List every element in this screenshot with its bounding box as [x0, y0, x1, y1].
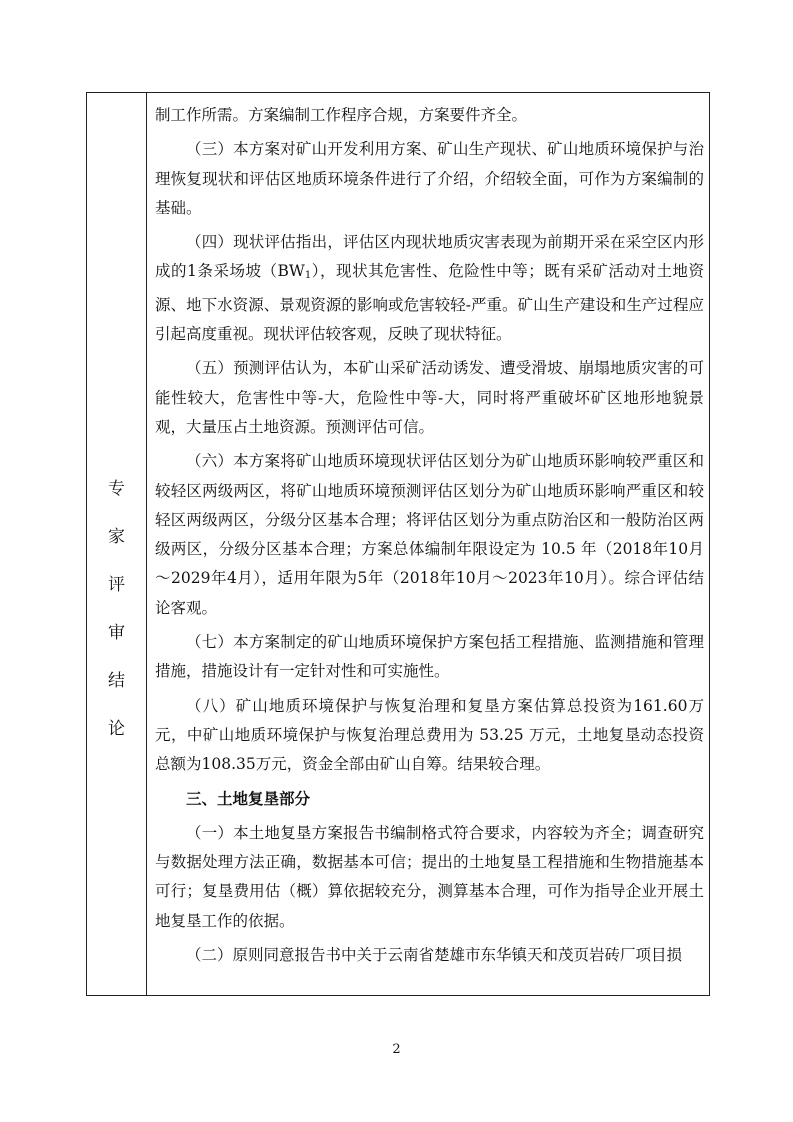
- review-table: [86, 92, 710, 996]
- subscript: 1: [304, 270, 312, 282]
- land-reclamation-paragraph-one: （一）本土地复垦方案报告书编制格式符合要求，内容较为齐全；调查研究与数据处理方法正确，数据基本可信；提出的土地复垦工程措施和生物措施基本可行；复垦费用估（概）算依据较充分，测算基本合理，可作为指导企业开展土地复垦工作的依据。: [155, 823, 704, 930]
- label-column: [87, 93, 146, 995]
- label-char: 审: [108, 623, 125, 643]
- paragraph-continuation: 制工作所需。方案编制工作程序合规，方案要件齐全。: [155, 106, 528, 124]
- paragraph-six: （六）本方案将矿山地质环境现状评估区划分为矿山地质环影响较严重区和较轻区两级两区，将矿山地质环境预测评估区划分为矿山地质环影响严重区和较轻区两级两区，分级分区基本合理；将评估区划分为重点防治区和一般防治区两级两区，分级分区基本合理；方案总体编制年限设定为 10.5 年（2018年10月～2029年4月），适用年限为5年（2018年10月～2023年10月）。综合评估结论客观。: [155, 452, 704, 617]
- label-char: 专: [108, 479, 125, 499]
- label-char: 评: [108, 575, 125, 595]
- page-number: 2: [392, 1042, 401, 1057]
- paragraph-three: （三）本方案对矿山开发利用方案、矿山生产现状、矿山地质环境保护与治理恢复现状和评估区地质环境条件进行了介绍，介绍较全面，可作为方案编制的基础。: [155, 140, 704, 217]
- paragraph-four-part-a: （四）现状评估指出，评估区内现状地质灾害表现为前期开采在采空区内形成的1条采场坡（BW: [155, 233, 704, 281]
- label-char: 家: [108, 527, 125, 547]
- land-reclamation-paragraph-two: （二）原则同意报告书中关于云南省楚雄市东华镇天和茂页岩砖厂项目损: [186, 946, 683, 965]
- column-divider: [146, 93, 147, 995]
- paragraph-seven: （七）本方案制定的矿山地质环境保护方案包括工程措施、监测措施和管理措施，措施设计有一定针对性和可实施性。: [155, 633, 704, 681]
- expert-review-conclusion-label: [87, 465, 146, 753]
- section-heading: 三、土地复垦部分: [186, 789, 311, 808]
- label-char: 结: [108, 671, 125, 691]
- paragraph-four-part-b: ），现状其危害性、危险性中等；既有采矿活动对土地资源、地下水资源、景观资源的影响或危害较轻-严重。矿山生产建设和生产过程应引起高度重视。现状评估较客观，反映了现状特征。: [155, 262, 704, 344]
- label-char: 论: [108, 719, 125, 739]
- paragraph-eight: （八）矿山地质环境保护与恢复治理和复垦方案估算总投资为161.60万元，中矿山地质环境保护与恢复治理总费用为 53.25 万元，土地复垦动态投资总额为108.35万元，资金全部由矿山自筹。结果较合理。: [155, 696, 704, 774]
- paragraph-four: [155, 228, 704, 349]
- review-content: [155, 101, 704, 975]
- paragraph-five: （五）预测评估认为，本矿山采矿活动诱发、遭受滑坡、崩塌地质灾害的可能性较大，危害性中等-大，危险性中等-大，同时将严重破坏矿区地形地貌景观，大量压占土地资源。预测评估可信。: [155, 359, 704, 436]
